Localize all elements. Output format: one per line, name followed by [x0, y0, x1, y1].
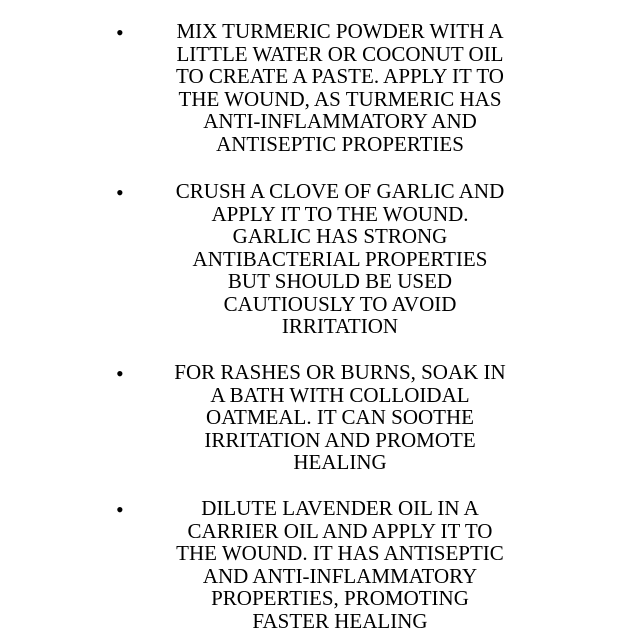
- bullet-text: [136, 180, 544, 338]
- bullet-marker: •: [116, 20, 124, 45]
- bullet-text: [136, 20, 544, 155]
- text-line: APPLY IT TO THE WOUND.: [211, 201, 469, 226]
- text-line: ANTI-INFLAMMATORY AND: [203, 109, 477, 133]
- text-line: DILUTE LAVENDER OIL IN A: [201, 496, 479, 520]
- bullet-text: [136, 497, 544, 632]
- bullet-item-garlic: [110, 180, 550, 338]
- text-line: PROPERTIES, PROMOTING: [211, 586, 469, 610]
- text-line: IRRITATION AND PROMOTE: [204, 427, 476, 452]
- text-line: CAUTIOUSLY TO AVOID: [223, 291, 457, 316]
- text-line: ANTISEPTIC PROPERTIES: [216, 131, 464, 156]
- text-line: THE WOUND. IT HAS ANTISEPTIC: [176, 541, 504, 565]
- text-line: A BATH WITH COLLOIDAL: [210, 382, 470, 407]
- bullet-item-turmeric: [110, 20, 550, 155]
- text-line: AND ANTI-INFLAMMATORY: [202, 563, 478, 588]
- text-line: ANTIBACTERIAL PROPERTIES: [192, 246, 488, 271]
- bullet-marker: •: [116, 361, 124, 386]
- text-line: BUT SHOULD BE USED: [227, 269, 453, 293]
- bullet-item-oatmeal: [110, 361, 550, 474]
- text-line: IRRITATION: [281, 314, 399, 338]
- bullet-item-lavender: [110, 497, 550, 632]
- text-line: GARLIC HAS STRONG: [232, 224, 448, 248]
- text-line: LITTLE WATER OR COCONUT OIL: [176, 41, 504, 66]
- text-line: TO CREATE A PASTE. APPLY IT TO: [176, 64, 504, 88]
- bullet-text: [136, 361, 544, 474]
- bullet-marker: •: [116, 180, 124, 205]
- text-line: FASTER HEALING: [252, 608, 428, 633]
- bullet-marker: •: [116, 497, 124, 522]
- text-line: MIX TURMERIC POWDER WITH A: [176, 19, 504, 43]
- text-line: FOR RASHES OR BURNS, SOAK IN: [174, 360, 506, 384]
- text-line: CARRIER OIL AND APPLY IT TO: [187, 518, 493, 543]
- text-line: OATMEAL. IT CAN SOOTHE: [206, 405, 474, 429]
- text-line: HEALING: [293, 450, 387, 474]
- text-line: CRUSH A CLOVE OF GARLIC AND: [175, 179, 505, 203]
- text-line: THE WOUND, AS TURMERIC HAS: [178, 86, 502, 111]
